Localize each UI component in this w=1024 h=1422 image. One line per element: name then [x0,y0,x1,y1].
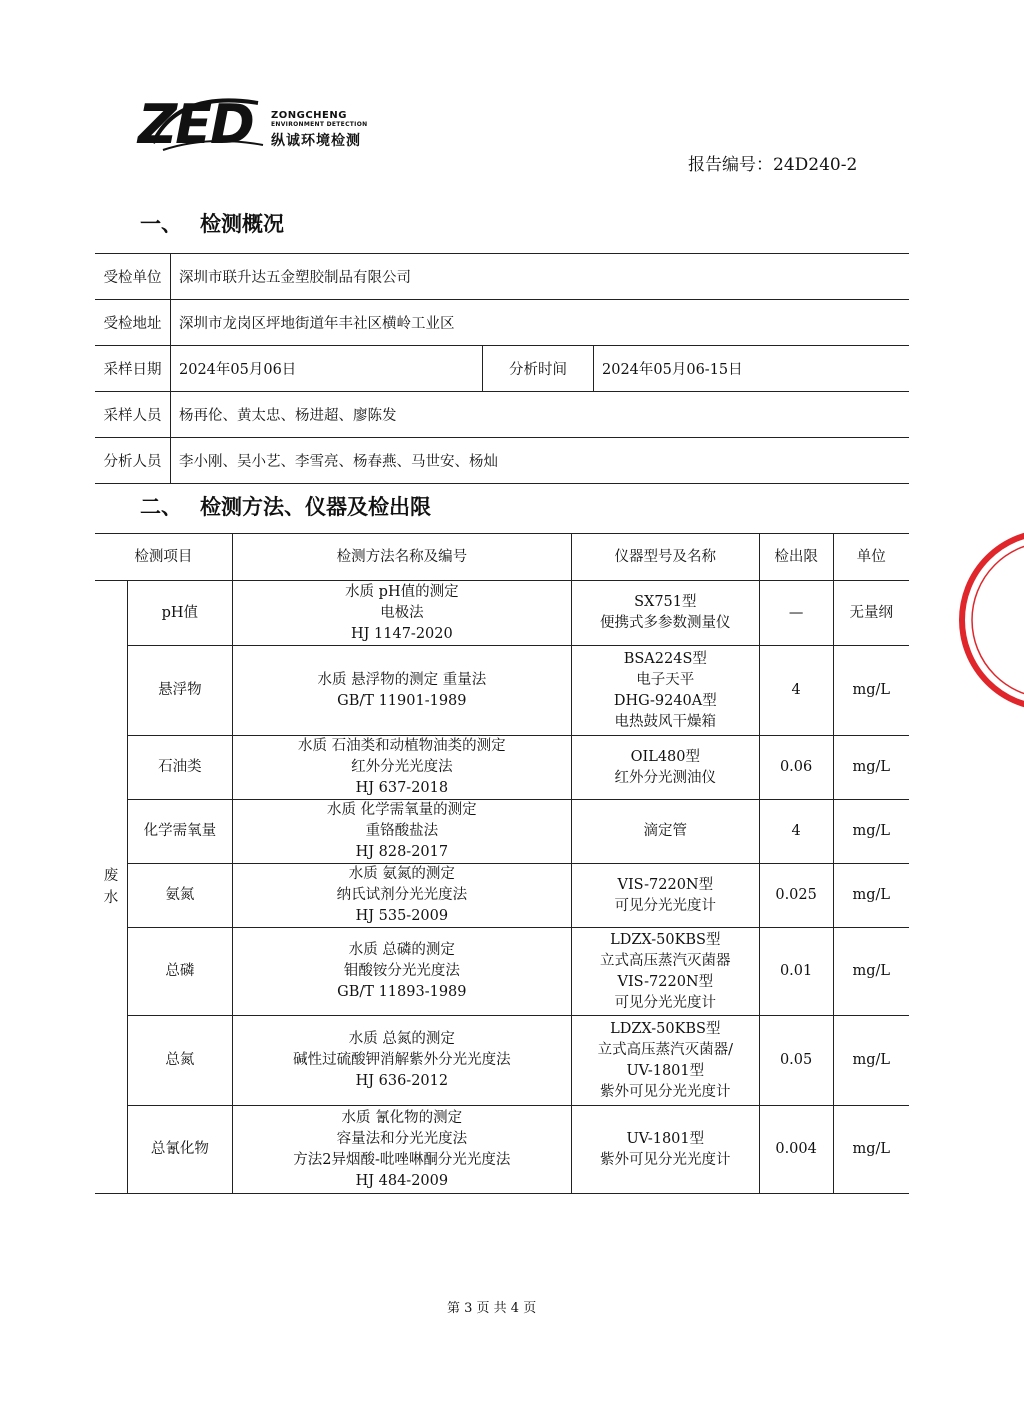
methods-table [95,533,909,1194]
row-label: 采样日期 [95,346,171,392]
report-number: 报告编号：24D240-2 [688,155,858,175]
instrument-line: UV-1801型 [626,1062,705,1079]
method-cell [232,1106,571,1194]
method-line: GB/T 11893-1989 [337,984,467,1000]
instrument-line: BSA224S型 [623,650,707,667]
unit-cell: mg/L [833,646,909,736]
instrument-cell [571,928,759,1016]
unit-cell: mg/L [833,928,909,1016]
method-line: HJ 828-2017 [355,844,449,860]
item-cell: 化学需氧量 [127,800,232,864]
method-cell [232,1016,571,1106]
method-line: 电极法 [380,604,424,621]
limit-cell: 4 [759,800,833,864]
unit-cell: mg/L [833,864,909,928]
instrument-cell [571,1106,759,1194]
section-title: 检测方法、仪器及检出限 [200,495,431,519]
method-line: 水质 化学需氧量的测定 [327,802,477,818]
table-row [95,300,909,346]
method-line: 碱性过硫酸钾消解紫外分光光度法 [293,1052,511,1068]
table-row [95,438,909,484]
table-row [95,864,909,928]
method-line: 方法2异烟酸-吡唑啉酮分光光度法 [293,1151,511,1168]
row-value: 深圳市龙岗区坪地街道年丰社区横岭工业区 [171,300,910,346]
method-line: 钼酸铵分光光度法 [343,963,460,979]
method-line: 容量法和分光光度法 [336,1130,468,1147]
logo-name-cn: 纵诚环境检测 [271,133,361,149]
item-cell: 总氮 [127,1016,232,1106]
method-line: GB/T 11901-1989 [337,692,467,709]
instrument-line: 紫外可见分光光度计 [600,1083,731,1100]
unit-cell: 无量纲 [833,581,909,646]
method-line: 红外分光光度法 [351,759,453,775]
method-line: HJ 484-2009 [355,1172,449,1189]
limit-cell: 0.06 [759,736,833,800]
unit-cell: mg/L [833,800,909,864]
column-header: 单位 [833,534,909,581]
limit-cell: — [759,581,833,646]
item-cell: 石油类 [127,736,232,800]
item-cell: pH值 [127,581,232,646]
logo-mark: ZED [138,93,253,156]
limit-cell: 4 [759,646,833,736]
section-title: 检测概况 [200,212,284,236]
company-logo [138,95,408,157]
method-cell [232,581,571,646]
row-value: 李小刚、吴小艺、李雪亮、杨春燕、马世安、杨灿 [171,438,910,484]
row-value: 2024年05月06日 [171,346,483,392]
method-line: 水质 氨氮的测定 [348,866,455,882]
instrument-line: 红外分光测油仪 [614,769,717,786]
table-row [95,646,909,736]
row-value: 杨再伦、黄太忠、杨进超、廖陈发 [171,392,910,438]
row-label: 分析时间 [483,346,594,392]
instrument-line: LDZX-50KBS型 [610,931,721,948]
instrument-line: 滴定管 [643,823,688,839]
method-cell [232,928,571,1016]
item-cell: 总氰化物 [127,1106,232,1194]
method-cell [232,736,571,800]
unit-cell: mg/L [833,1016,909,1106]
instrument-cell [571,1016,759,1106]
instrument-line: 电子天平 [636,671,695,688]
limit-cell: 0.01 [759,928,833,1016]
method-cell [232,646,571,736]
row-label: 受检单位 [95,254,171,300]
item-cell: 悬浮物 [127,646,232,736]
method-line: 重铬酸盐法 [365,823,439,839]
instrument-line: 紫外可见分光光度计 [600,1151,731,1168]
instrument-line: LDZX-50KBS型 [610,1020,721,1037]
instrument-line: 立式高压蒸汽灭菌器 [600,952,731,969]
instrument-line: VIS-7220N型 [617,876,714,893]
table-row [95,1016,909,1106]
method-line: 纳氏试剂分光光度法 [336,887,468,903]
column-header: 检测方法名称及编号 [232,534,571,581]
category-cell [95,581,127,1194]
section-number: 一、 [140,212,182,236]
section-number: 二、 [140,495,182,519]
instrument-line: OIL480型 [630,748,700,765]
logo-name-en: ZONGCHENG [271,110,347,121]
instrument-line: VIS-7220N型 [617,973,714,990]
instrument-line: SX751型 [634,594,697,610]
method-cell [232,864,571,928]
table-row [95,800,909,864]
item-cell: 氨氮 [127,864,232,928]
row-label: 受检地址 [95,300,171,346]
instrument-line: 可见分光光度计 [614,994,717,1011]
instrument-line: UV-1801型 [626,1130,705,1147]
limit-cell: 0.004 [759,1106,833,1194]
section-heading-overview [140,208,284,238]
overview-table [95,253,909,484]
method-line: 水质 pH值的测定 [345,583,459,600]
instrument-cell [571,646,759,736]
column-header: 检出限 [759,534,833,581]
method-line: 水质 悬浮物的测定 重量法 [317,671,487,688]
unit-cell: mg/L [833,1106,909,1194]
instrument-cell [571,864,759,928]
method-line: 水质 石油类和动植物油类的测定 [298,738,506,754]
limit-cell: 0.05 [759,1016,833,1106]
method-line: HJ 1147-2020 [350,625,453,642]
method-line: HJ 535-2009 [355,908,449,924]
method-cell [232,800,571,864]
category-char: 水 [103,890,119,906]
table-row [95,736,909,800]
table-row [95,392,909,438]
instrument-line: 电热鼓风干燥箱 [614,713,717,730]
table-row [95,346,909,392]
instrument-line: 立式高压蒸汽灭菌器/ [597,1041,733,1058]
logo-subtitle-en: ENVIRONMENT DETECTION [271,121,368,128]
row-value: 深圳市联升达五金塑胶制品有限公司 [171,254,910,300]
instrument-cell [571,581,759,646]
table-row [95,928,909,1016]
column-header: 仪器型号及名称 [571,534,759,581]
method-line: HJ 636-2012 [355,1073,449,1089]
method-line: HJ 637-2018 [355,780,449,796]
row-label: 分析人员 [95,438,171,484]
section-heading-methods [140,491,431,521]
table-row [95,254,909,300]
table-row [95,1106,909,1194]
method-line: 水质 氰化物的测定 [341,1109,463,1126]
instrument-cell [571,800,759,864]
method-line: 水质 总磷的测定 [348,942,455,958]
official-seal-icon [955,520,1024,720]
category-char: 废 [103,868,119,884]
column-header: 检测项目 [95,534,232,581]
item-cell: 总磷 [127,928,232,1016]
instrument-cell [571,736,759,800]
instrument-line: DHG-9240A型 [613,692,717,709]
page-footer: 第 3 页 共 4 页 [447,1301,537,1316]
table-header-row [95,534,909,581]
row-value: 2024年05月06-15日 [594,346,910,392]
method-line: 水质 总氮的测定 [348,1031,455,1047]
row-label: 采样人员 [95,392,171,438]
table-row [95,581,909,646]
instrument-line: 便携式多参数测量仪 [600,615,731,631]
instrument-line: 可见分光光度计 [614,897,717,914]
unit-cell: mg/L [833,736,909,800]
limit-cell: 0.025 [759,864,833,928]
